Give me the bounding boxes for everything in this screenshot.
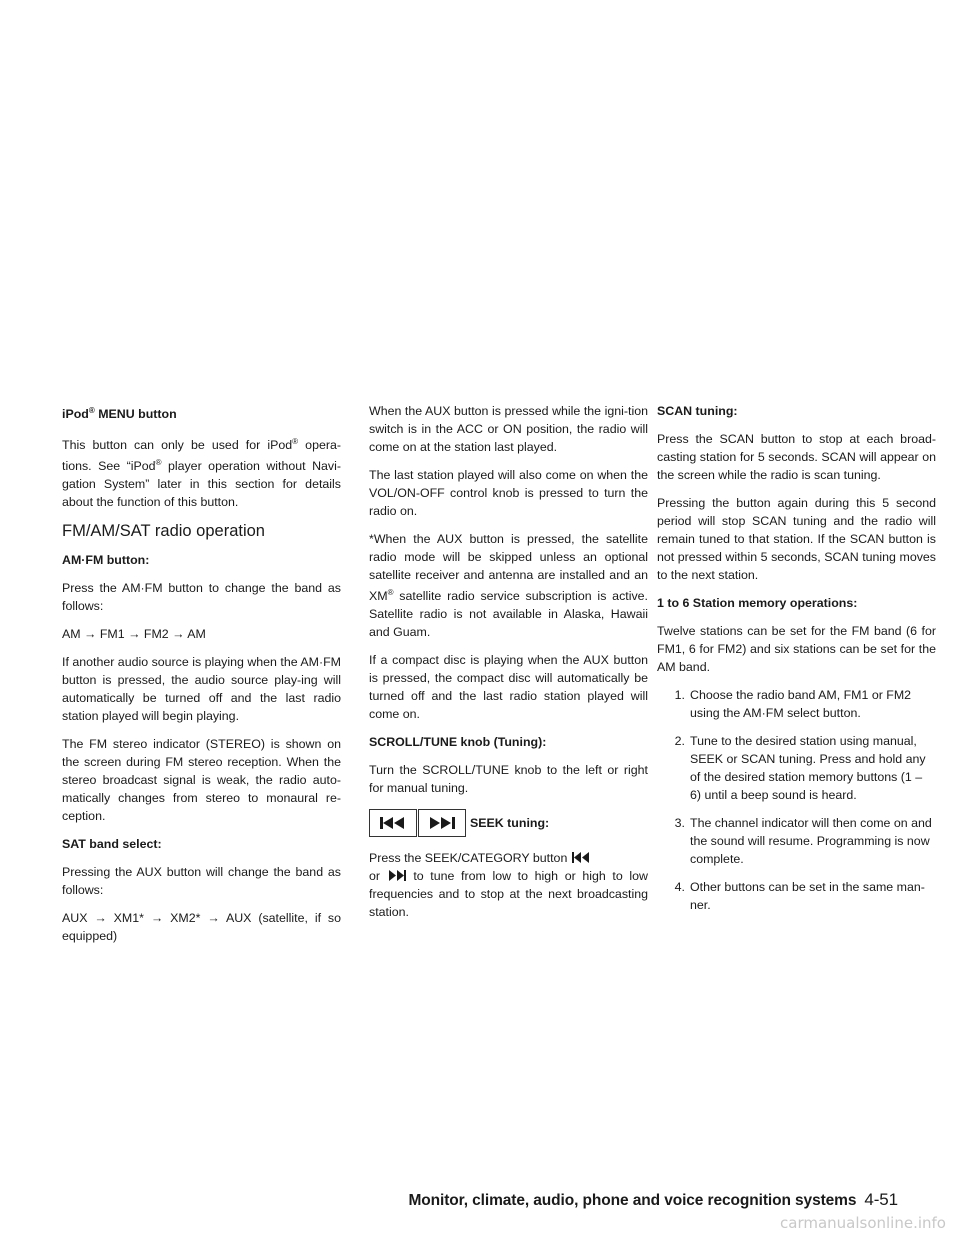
seek-heading: SEEK tuning: <box>470 816 550 830</box>
list-item: 1. Choose the radio band AM, FM1 or FM2 using the AM·FM select button. <box>674 688 912 720</box>
section-title: FM/AM/SAT radio operation <box>62 522 265 540</box>
sat-paragraph: Pressing the AUX button will change the band as follows: <box>62 865 341 897</box>
sat-heading: SAT band select: <box>62 837 162 851</box>
list-item: 4. Other buttons can be set in the same man-ner. <box>674 880 925 912</box>
amfm-paragraph-2: If another audio source is playing when the AM·FM button is pressed, the audio source play-ing will automatically be turned off and the last radio station played will begin playing. <box>62 655 341 723</box>
scan-heading: SCAN tuning: <box>657 404 738 418</box>
seek-forward-icon <box>387 870 407 881</box>
memory-heading: 1 to 6 Station memory operations: <box>657 596 858 610</box>
column-left <box>62 402 341 955</box>
scan-paragraph-2: Pressing the button again during this 5 second period will stop SCAN tuning and the radio will remain tuned to that station. If the SCAN button is not pressed within 5 seconds, SCAN tuning moves to the next station. <box>657 496 936 582</box>
scroll-tune-heading: SCROLL/TUNE knob (Tuning): <box>369 735 547 749</box>
watermark: carmanualsonline.info <box>780 1214 946 1232</box>
sat-sequence: AUX → XM1* → XM2* → AUX (satellite, if so equipped) <box>62 911 341 943</box>
list-item: 2. Tune to the desired station using manual, SEEK or SCAN tuning. Press and hold any of the desired station memory buttons (1 – 6) until a beep sound is heard. <box>674 734 926 802</box>
seek-back-button-illustration <box>369 809 417 837</box>
scan-paragraph-1: Press the SCAN button to stop at each broad-casting station for 5 seconds. SCAN will appear on the screen while the radio is scan tuning. <box>657 432 936 482</box>
scroll-tune-paragraph: Turn the SCROLL/TUNE knob to the left or right for manual tuning. <box>369 763 648 795</box>
footer-section-title: Monitor, climate, audio, phone and voice recognition systems <box>408 1192 857 1209</box>
aux-paragraph-3: *When the AUX button is pressed, the satellite radio mode will be skipped unless an optional satellite receiver and antenna are installed and an XM® satellite radio service subscription is active. Satellite radio is not available in Alaska, Hawaii and Guam. <box>369 532 648 639</box>
memory-steps-list <box>657 686 936 914</box>
seek-back-icon <box>378 816 408 830</box>
amfm-paragraph-1: Press the AM·FM button to change the band as follows: <box>62 581 341 613</box>
column-right <box>657 402 936 924</box>
page-footer <box>0 1190 898 1210</box>
list-item: 3. The channel indicator will then come on and the sound will resume. Programming is now complete. <box>674 816 932 866</box>
seek-paragraph: Press the SEEK/CATEGORY button or to tune from low to high or high to low frequencies and to stop at the next broadcasting station. <box>369 851 648 919</box>
page-number: 4-51 <box>864 1190 898 1209</box>
column-middle <box>369 402 648 931</box>
seek-heading-row <box>369 807 648 839</box>
aux-paragraph-4: If a compact disc is playing when the AUX button is pressed, the compact disc will automatically be turned off and the last radio station played will come on. <box>369 653 648 721</box>
aux-paragraph-1: When the AUX button is pressed while the igni-tion switch is in the ACC or ON position, the radio will come on at the station last played. <box>369 404 648 454</box>
aux-paragraph-2: The last station played will also come on when the VOL/ON-OFF control knob is pressed to turn the radio on. <box>369 468 648 518</box>
seek-forward-button-illustration <box>418 809 466 837</box>
ipod-menu-heading: iPod® MENU button <box>62 406 177 421</box>
amfm-heading: AM·FM button: <box>62 553 150 567</box>
seek-forward-icon <box>427 816 457 830</box>
memory-paragraph: Twelve stations can be set for the FM band (6 for FM1, 6 for FM2) and six stations can be set for the AM band. <box>657 624 936 674</box>
amfm-paragraph-3: The FM stereo indicator (STEREO) is shown on the screen during FM stereo reception. When the stereo broadcast signal is weak, the radio auto-matically changes from stereo to monaural re-ception. <box>62 737 341 823</box>
ipod-paragraph: This button can only be used for iPod® opera-tions. See “iPod® player operation without Navi-gation System” later in this section for details about the function of this button. <box>62 437 341 509</box>
amfm-sequence: AM → FM1 → FM2 → AM <box>62 627 206 641</box>
seek-back-icon <box>571 852 591 863</box>
